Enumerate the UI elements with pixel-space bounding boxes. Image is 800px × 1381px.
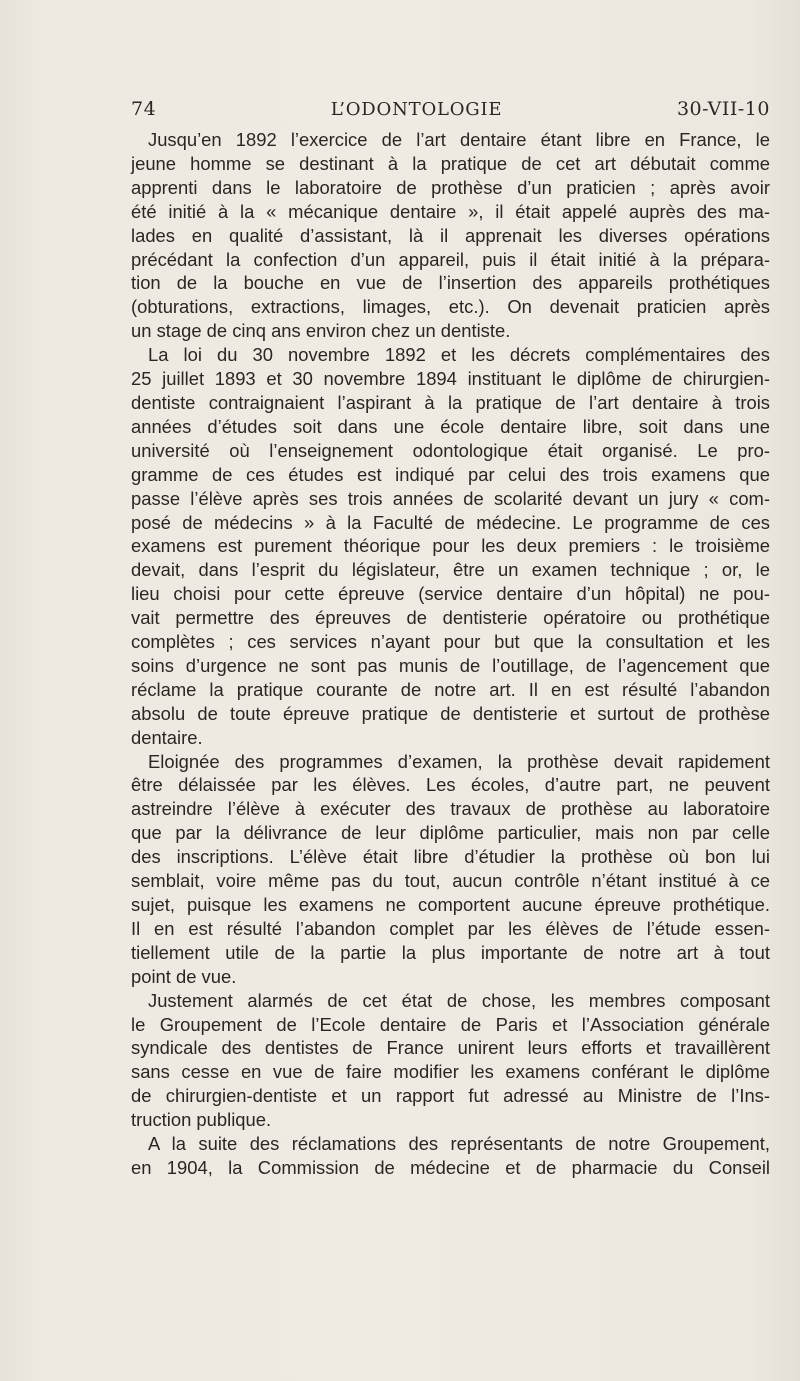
text-line: semblait, voire même pas du tout, aucun contrôle n’étant institué à ce [131, 870, 770, 892]
text-line: sans cesse en vue de faire modifier les examens conférant le diplôme [131, 1061, 770, 1083]
text-line: vait permettre des épreuves de dentisterie opératoire ou prothétique [131, 607, 770, 629]
text-line: précédant la confection d’un appareil, puis il était initié à la prépara- [131, 248, 770, 270]
text-line: astreindre l’élève à exécuter des travaux de prothèse au laboratoire [131, 798, 770, 820]
text-line: être délaissée par les élèves. Les écoles, d’autre part, ne peuvent [131, 774, 770, 796]
text-line: Il en est résulté l’abandon complet par les élèves de l’étude essen- [131, 917, 770, 939]
text-line: La loi du 30 novembre 1892 et les décrets complémentaires des [148, 344, 770, 366]
text-line: années d’études soit dans une école dentaire libre, soit dans une [131, 415, 770, 437]
text-line: lades en qualité d’assistant, là il apprenait les diverses opérations [131, 224, 770, 246]
text-line: absolu de toute épreuve pratique de dentisterie et surtout de prothèse [131, 702, 770, 724]
text-line: (obturations, extractions, limages, etc.). On devenait praticien après [131, 296, 770, 318]
paragraph [131, 750, 770, 989]
text-line: Eloignée des programmes d’examen, la prothèse devait rapidement [148, 750, 770, 772]
paragraph [131, 989, 770, 1132]
text-line: Jusqu’en 1892 l’exercice de l’art dentaire étant libre en France, le [148, 129, 770, 150]
text-line: gramme de ces études est indiqué par celui des trois examens que [131, 463, 770, 485]
text-block [131, 98, 770, 1180]
text-line: passe l’élève après ses trois années de scolarité devant un jury « com- [131, 487, 770, 509]
text-line: truction publique. [131, 1109, 272, 1131]
paragraph [131, 1132, 770, 1180]
text-line: examens est purement théorique pour les deux premiers : le troisième [131, 535, 770, 557]
text-line: point de vue. [131, 965, 237, 987]
text-line: réclame la pratique courante de notre art. Il en est résulté l’abandon [131, 678, 770, 700]
journal-title: L’ODONTOLOGIE [330, 99, 503, 120]
text-line: devait, dans l’esprit du législateur, être un examen technique ; or, le [131, 559, 770, 581]
text-line: Justement alarmés de cet état de chose, les membres composant [148, 989, 770, 1011]
text-line: complètes ; ces services n’ayant pour but que la consultation et les [131, 631, 770, 653]
text-line: des inscriptions. L’élève était libre d’étudier la prothèse où bon lui [131, 846, 770, 868]
paragraph [131, 343, 770, 749]
text-line: jeune homme se destinant à la pratique de cet art débutait comme [131, 152, 770, 174]
text-line: en 1904, la Commission de médecine et de pharmacie du Conseil [131, 1156, 770, 1178]
issue-date: 30-VII-10 [676, 98, 770, 120]
text-line: été initié à la « mécanique dentaire », il était appelé auprès des ma- [131, 200, 770, 222]
text-line: soins d’urgence ne sont pas munis de l’outillage, de l’agencement que [131, 654, 770, 676]
text-line: de chirurgien-dentiste et un rapport fut adressé au Ministre de l’Ins- [131, 1085, 770, 1107]
text-line: un stage de cinq ans environ chez un dentiste. [131, 320, 511, 342]
text-line: tiellement utile de la partie la plus importante de notre art à tout [131, 941, 770, 963]
paragraph [131, 128, 770, 343]
text-line: que par la délivrance de leur diplôme particulier, mais non par celle [131, 822, 770, 844]
text-line: dentaire. [131, 726, 203, 748]
text-line: lieu choisi pour cette épreuve (service dentaire d’un hôpital) ne pou- [131, 583, 770, 605]
text-line: 25 juillet 1893 et 30 novembre 1894 instituant le diplôme de chirurgien- [131, 368, 770, 390]
page-number: 74 [131, 98, 157, 120]
text-line: posé de médecins » à la Faculté de médecine. Le programme de ces [131, 511, 770, 533]
text-line: université où l’enseignement odontologique était organisé. Le pro- [131, 439, 770, 461]
text-line: le Groupement de l’Ecole dentaire de Paris et l’Association générale [131, 1013, 770, 1035]
text-line: syndicale des dentistes de France unirent leurs efforts et travaillèrent [131, 1037, 770, 1059]
text-line: dentiste contraignaient l’aspirant à la pratique de l’art dentaire à trois [131, 391, 770, 413]
text-line: sujet, puisque les examens ne comportent aucune épreuve prothétique. [131, 894, 770, 915]
text-line: A la suite des réclamations des représentants de notre Groupement, [148, 1133, 770, 1155]
running-head [131, 98, 770, 128]
article-body [131, 128, 770, 1180]
text-line: tion de la bouche en vue de l’insertion des appareils prothétiques [131, 272, 770, 294]
text-line: apprenti dans le laboratoire de prothèse d’un praticien ; après avoir [131, 176, 770, 198]
